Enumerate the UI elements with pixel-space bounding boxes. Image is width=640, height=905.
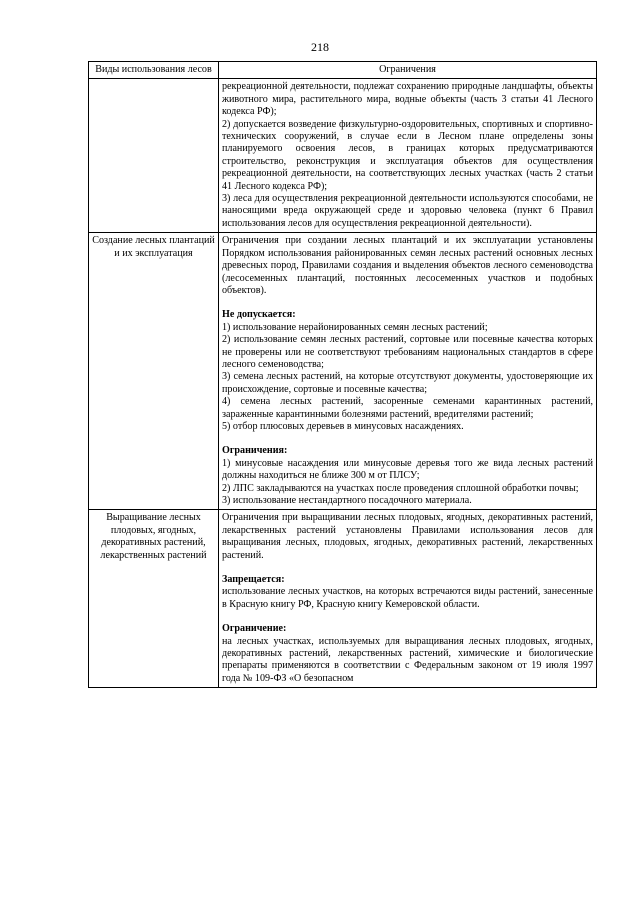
table-header-row <box>89 62 597 79</box>
restriction-paragraph: Ограничения при выращивании лесных плодовых, ягодных, декоративных растений, лекарственных растений установлены Правилами использования лесов для выращивания лесных, плодовых, ягодных, декоративных растений, лекарственных растений. <box>222 512 593 561</box>
paragraph-gap <box>222 297 593 309</box>
table-row <box>89 510 597 688</box>
restriction-paragraph: на лесных участках, используемых для выращивания лесных плодовых, ягодных, декоративных растений, лекарственных растений, химические и биологические препараты применяются в соответствии с Федеральным законом от 19 июля 1997 года № 109-ФЗ «О безопасном <box>222 635 593 684</box>
table-row <box>89 233 597 510</box>
restriction-paragraph: использование лесных участков, на которых встречаются виды растений, занесенные в Красную книгу РФ, Красную книгу Кемеровской области. <box>222 586 593 610</box>
restriction-paragraph: 5) отбор плюсовых деревьев в минусовых насаждениях. <box>222 420 464 432</box>
section-heading: Ограничения: <box>222 445 288 457</box>
restriction-paragraph: 2) использование семян лесных растений, сортовые или посевные качества которых не проверены или не соответствуют требованиям национальных стандартов в сфере лесного семеноводства; <box>222 334 593 370</box>
section-heading: Не допускается: <box>222 309 296 321</box>
restriction-paragraph: 1) минусовые насаждения или минусовые деревья того же вида лесных растений должны находиться не ближе 300 м от ПЛСУ; <box>222 457 593 482</box>
restrictions-cell <box>219 510 597 688</box>
forest-use-type-cell <box>89 79 219 233</box>
table-row <box>89 79 597 233</box>
section-heading: Ограничение: <box>222 623 287 635</box>
restriction-paragraph: 2) ЛПС закладываются на участках после проведения сплошной обработки почвы; <box>222 482 579 494</box>
restriction-paragraph: 1) использование нерайонированных семян лесных растений; <box>222 321 488 333</box>
restriction-paragraph: 3) леса для осуществления рекреационной деятельности используются способами, не наносящими вреда окружающей среде и здоровью человека (пункт 6 Правил использования лесов для осуществления рекреационной деятельности). <box>222 193 593 229</box>
paragraph-gap <box>222 611 593 623</box>
restriction-paragraph: 3) использование нестандартного посадочного материала. <box>222 495 472 506</box>
forest-use-type-cell: Создание лесных плантаций и их эксплуатация <box>89 233 219 510</box>
header-restrictions: Ограничения <box>219 62 597 79</box>
page-number: 218 <box>311 40 329 54</box>
restriction-paragraph: рекреационной деятельности, подлежат сохранению природные ландшафты, объекты животного мира, растительного мира, водные объекты (часть 3 статьи 41 Лесного кодекса РФ); <box>222 81 593 118</box>
table-body <box>89 79 597 688</box>
forest-use-type-cell: Выращивание лесных плодовых, ягодных, декоративных растений, лекарственных растений <box>89 510 219 688</box>
restrictions-cell <box>219 233 597 510</box>
paragraph-gap <box>222 562 593 574</box>
restriction-paragraph: Ограничения при создании лесных плантаций и их эксплуатации установлены Порядком использования районированных семян лесных растений основных лесных древесных пород, Правилами создания и выделения объектов лесного семеноводства (лесосеменных плантаций, постоянных лесосеменных участков и подобных объектов). <box>222 235 593 296</box>
paragraph-gap <box>222 433 593 445</box>
restrictions-table <box>88 61 597 688</box>
restriction-paragraph: 3) семена лесных растений, на которые отсутствуют документы, удостоверяющие их происхождение, сортовые и посевные качества; <box>222 371 593 395</box>
header-forest-use-types: Виды использования лесов <box>89 62 219 79</box>
section-heading: Запрещается: <box>222 574 285 586</box>
restriction-paragraph: 4) семена лесных растений, засоренные семенами карантинных растений, зараженные карантинными болезнями растений, вредителями растений; <box>222 396 593 420</box>
restrictions-cell <box>219 79 597 233</box>
restriction-paragraph: 2) допускается возведение физкультурно-оздоровительных, спортивных и спортивно-технических сооружений, в случае если в Лесном плане определены зоны планируемого освоения лесов, в границах которых предусматриваются строительство, реконструкция и эксплуатация объектов для осуществления рекреационной деятельности, на соответствующих лесных участках (часть 2 статьи 41 Лесного кодекса РФ); <box>222 118 593 192</box>
